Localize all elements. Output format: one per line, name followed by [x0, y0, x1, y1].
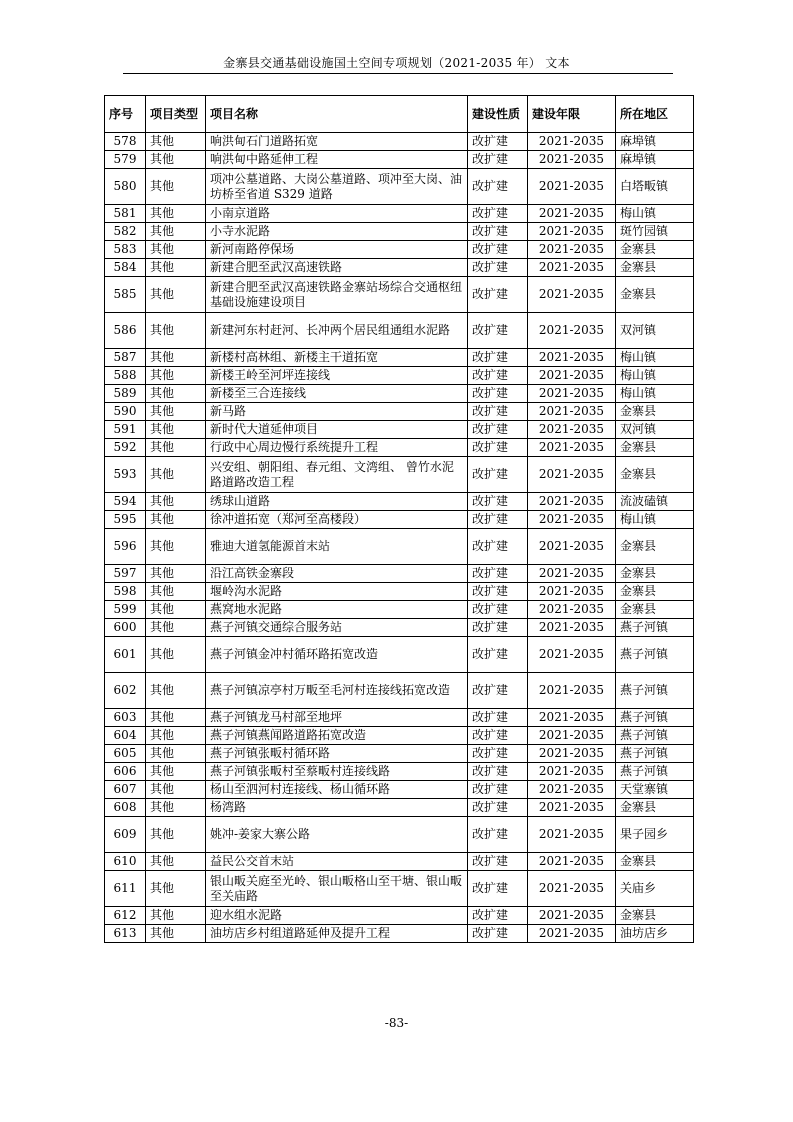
table-row: [105, 421, 694, 439]
table-row: [105, 637, 694, 673]
cell-location: 梅山镇: [616, 205, 694, 223]
column-header-name: 项目名称: [206, 96, 468, 133]
cell-location: 金寨县: [616, 259, 694, 277]
cell-name: 堰岭沟水泥路: [206, 583, 468, 601]
cell-location: 燕子河镇: [616, 763, 694, 781]
header-rule: [123, 73, 673, 74]
table-row: [105, 619, 694, 637]
cell-location: 燕子河镇: [616, 637, 694, 673]
cell-nature: 改扩建: [468, 601, 528, 619]
cell-no: 596: [105, 529, 146, 565]
cell-type: 其他: [146, 421, 206, 439]
cell-type: 其他: [146, 457, 206, 493]
cell-location: 金寨县: [616, 907, 694, 925]
cell-location: 金寨县: [616, 565, 694, 583]
cell-location: 金寨县: [616, 403, 694, 421]
cell-no: 583: [105, 241, 146, 259]
cell-nature: 改扩建: [468, 853, 528, 871]
cell-period: 2021-2035: [528, 493, 616, 511]
cell-period: 2021-2035: [528, 169, 616, 205]
cell-no: 599: [105, 601, 146, 619]
table-row: [105, 133, 694, 151]
cell-type: 其他: [146, 151, 206, 169]
table-row: [105, 457, 694, 493]
cell-name: 新马路: [206, 403, 468, 421]
table-row: [105, 601, 694, 619]
cell-period: 2021-2035: [528, 421, 616, 439]
table-row: [105, 241, 694, 259]
cell-type: 其他: [146, 259, 206, 277]
cell-nature: 改扩建: [468, 241, 528, 259]
cell-name: 新楼至三合连接线: [206, 385, 468, 403]
table-row: [105, 493, 694, 511]
cell-period: 2021-2035: [528, 529, 616, 565]
table-row: [105, 385, 694, 403]
cell-location: 梅山镇: [616, 349, 694, 367]
cell-no: 597: [105, 565, 146, 583]
cell-no: 598: [105, 583, 146, 601]
cell-location: 燕子河镇: [616, 673, 694, 709]
cell-location: 金寨县: [616, 529, 694, 565]
cell-name: 雅迪大道氢能源首末站: [206, 529, 468, 565]
cell-type: 其他: [146, 745, 206, 763]
cell-type: 其他: [146, 439, 206, 457]
cell-period: 2021-2035: [528, 133, 616, 151]
table-row: [105, 709, 694, 727]
cell-type: 其他: [146, 853, 206, 871]
cell-period: 2021-2035: [528, 583, 616, 601]
column-header-type: 项目类型: [146, 96, 206, 133]
table-row: [105, 817, 694, 853]
cell-nature: 改扩建: [468, 673, 528, 709]
cell-nature: 改扩建: [468, 205, 528, 223]
cell-period: 2021-2035: [528, 673, 616, 709]
cell-no: 604: [105, 727, 146, 745]
cell-name: 燕子河镇凉亭村万畈至毛河村连接线拓宽改造: [206, 673, 468, 709]
cell-nature: 改扩建: [468, 151, 528, 169]
cell-period: 2021-2035: [528, 907, 616, 925]
cell-no: 611: [105, 871, 146, 907]
cell-name: 新河南路停保场: [206, 241, 468, 259]
cell-nature: 改扩建: [468, 223, 528, 241]
column-header-period: 建设年限: [528, 96, 616, 133]
cell-name: 兴安组、朝阳组、春元组、文湾组、 曾竹水泥路道路改造工程: [206, 457, 468, 493]
cell-period: 2021-2035: [528, 727, 616, 745]
cell-location: 金寨县: [616, 583, 694, 601]
cell-no: 608: [105, 799, 146, 817]
table-row: [105, 781, 694, 799]
cell-no: 609: [105, 817, 146, 853]
cell-period: 2021-2035: [528, 781, 616, 799]
cell-type: 其他: [146, 601, 206, 619]
cell-location: 金寨县: [616, 277, 694, 313]
cell-type: 其他: [146, 763, 206, 781]
cell-no: 592: [105, 439, 146, 457]
cell-nature: 改扩建: [468, 925, 528, 943]
cell-period: 2021-2035: [528, 745, 616, 763]
cell-location: 梅山镇: [616, 385, 694, 403]
cell-name: 燕子河镇金冲村循环路拓宽改造: [206, 637, 468, 673]
cell-location: 金寨县: [616, 439, 694, 457]
cell-location: 梅山镇: [616, 367, 694, 385]
cell-nature: 改扩建: [468, 493, 528, 511]
cell-nature: 改扩建: [468, 637, 528, 673]
cell-type: 其他: [146, 277, 206, 313]
cell-location: 燕子河镇: [616, 745, 694, 763]
cell-name: 新楼王岭至河坪连接线: [206, 367, 468, 385]
cell-location: 麻埠镇: [616, 133, 694, 151]
cell-no: 610: [105, 853, 146, 871]
cell-no: 580: [105, 169, 146, 205]
cell-period: 2021-2035: [528, 763, 616, 781]
cell-period: 2021-2035: [528, 457, 616, 493]
cell-nature: 改扩建: [468, 259, 528, 277]
cell-no: 585: [105, 277, 146, 313]
cell-period: 2021-2035: [528, 637, 616, 673]
cell-type: 其他: [146, 529, 206, 565]
table-row: [105, 313, 694, 349]
table-row: [105, 277, 694, 313]
table-row: [105, 511, 694, 529]
cell-name: 油坊店乡村组道路延伸及提升工程: [206, 925, 468, 943]
cell-period: 2021-2035: [528, 799, 616, 817]
cell-nature: 改扩建: [468, 529, 528, 565]
cell-nature: 改扩建: [468, 349, 528, 367]
project-table: [104, 95, 694, 943]
cell-location: 梅山镇: [616, 511, 694, 529]
cell-name: 徐冲道拓宽（郑河至高楼段）: [206, 511, 468, 529]
cell-nature: 改扩建: [468, 583, 528, 601]
cell-nature: 改扩建: [468, 817, 528, 853]
cell-period: 2021-2035: [528, 439, 616, 457]
cell-period: 2021-2035: [528, 601, 616, 619]
cell-period: 2021-2035: [528, 565, 616, 583]
cell-name: 杨山至泗河村连接线、杨山循环路: [206, 781, 468, 799]
cell-name: 燕子河镇龙马村部至地坪: [206, 709, 468, 727]
cell-location: 金寨县: [616, 601, 694, 619]
cell-nature: 改扩建: [468, 565, 528, 583]
cell-name: 新建合肥至武汉高速铁路: [206, 259, 468, 277]
cell-location: 金寨县: [616, 853, 694, 871]
cell-location: 油坊店乡: [616, 925, 694, 943]
cell-period: 2021-2035: [528, 511, 616, 529]
cell-location: 白塔畈镇: [616, 169, 694, 205]
table-row: [105, 853, 694, 871]
cell-nature: 改扩建: [468, 277, 528, 313]
cell-period: 2021-2035: [528, 853, 616, 871]
cell-nature: 改扩建: [468, 133, 528, 151]
table-row: [105, 925, 694, 943]
cell-name: 新时代大道延伸项目: [206, 421, 468, 439]
table-row: [105, 205, 694, 223]
cell-nature: 改扩建: [468, 907, 528, 925]
table-row: [105, 871, 694, 907]
table-row: [105, 223, 694, 241]
cell-nature: 改扩建: [468, 619, 528, 637]
cell-period: 2021-2035: [528, 349, 616, 367]
cell-no: 595: [105, 511, 146, 529]
table-row: [105, 673, 694, 709]
cell-no: 607: [105, 781, 146, 799]
cell-type: 其他: [146, 673, 206, 709]
cell-type: 其他: [146, 709, 206, 727]
cell-period: 2021-2035: [528, 871, 616, 907]
cell-name: 行政中心周边慢行系统提升工程: [206, 439, 468, 457]
cell-period: 2021-2035: [528, 223, 616, 241]
cell-period: 2021-2035: [528, 277, 616, 313]
cell-no: 601: [105, 637, 146, 673]
column-header-location: 所在地区: [616, 96, 694, 133]
cell-location: 麻埠镇: [616, 151, 694, 169]
cell-name: 新建合肥至武汉高速铁路金寨站场综合交通枢纽基础设施建设项目: [206, 277, 468, 313]
cell-type: 其他: [146, 925, 206, 943]
table-row: [105, 727, 694, 745]
table-row: [105, 403, 694, 421]
cell-nature: 改扩建: [468, 763, 528, 781]
cell-period: 2021-2035: [528, 619, 616, 637]
cell-no: 603: [105, 709, 146, 727]
cell-no: 582: [105, 223, 146, 241]
cell-no: 600: [105, 619, 146, 637]
cell-name: 姚冲-姜家大寨公路: [206, 817, 468, 853]
cell-type: 其他: [146, 727, 206, 745]
cell-period: 2021-2035: [528, 241, 616, 259]
cell-name: 杨湾路: [206, 799, 468, 817]
cell-period: 2021-2035: [528, 367, 616, 385]
page-number: -83-: [384, 1016, 409, 1030]
cell-location: 流波磕镇: [616, 493, 694, 511]
cell-period: 2021-2035: [528, 817, 616, 853]
cell-nature: 改扩建: [468, 169, 528, 205]
table-row: [105, 799, 694, 817]
cell-location: 果子园乡: [616, 817, 694, 853]
column-header-nature: 建设性质: [468, 96, 528, 133]
table-row: [105, 583, 694, 601]
cell-location: 金寨县: [616, 241, 694, 259]
cell-nature: 改扩建: [468, 457, 528, 493]
cell-name: 响洪甸石门道路拓宽: [206, 133, 468, 151]
cell-location: 关庙乡: [616, 871, 694, 907]
cell-nature: 改扩建: [468, 727, 528, 745]
cell-nature: 改扩建: [468, 421, 528, 439]
cell-no: 587: [105, 349, 146, 367]
cell-type: 其他: [146, 367, 206, 385]
cell-type: 其他: [146, 493, 206, 511]
table-row: [105, 259, 694, 277]
table-row: [105, 439, 694, 457]
cell-type: 其他: [146, 223, 206, 241]
cell-name: 新建河东村赶河、长冲两个居民组通组水泥路: [206, 313, 468, 349]
cell-location: 燕子河镇: [616, 709, 694, 727]
cell-no: 578: [105, 133, 146, 151]
cell-location: 斑竹园镇: [616, 223, 694, 241]
cell-type: 其他: [146, 403, 206, 421]
cell-no: 612: [105, 907, 146, 925]
cell-no: 579: [105, 151, 146, 169]
cell-no: 606: [105, 763, 146, 781]
cell-nature: 改扩建: [468, 313, 528, 349]
table-row: [105, 151, 694, 169]
cell-no: 588: [105, 367, 146, 385]
cell-nature: 改扩建: [468, 385, 528, 403]
cell-type: 其他: [146, 817, 206, 853]
cell-no: 591: [105, 421, 146, 439]
cell-period: 2021-2035: [528, 385, 616, 403]
cell-type: 其他: [146, 169, 206, 205]
cell-name: 小南京道路: [206, 205, 468, 223]
cell-period: 2021-2035: [528, 151, 616, 169]
cell-nature: 改扩建: [468, 511, 528, 529]
cell-name: 银山畈关庭至光岭、银山畈格山至干塘、银山畈至关庙路: [206, 871, 468, 907]
cell-type: 其他: [146, 511, 206, 529]
table-row: [105, 763, 694, 781]
cell-location: 燕子河镇: [616, 619, 694, 637]
cell-nature: 改扩建: [468, 799, 528, 817]
cell-no: 605: [105, 745, 146, 763]
cell-no: 590: [105, 403, 146, 421]
cell-type: 其他: [146, 565, 206, 583]
cell-location: 金寨县: [616, 799, 694, 817]
cell-type: 其他: [146, 313, 206, 349]
cell-period: 2021-2035: [528, 925, 616, 943]
document-header: 金寨县交通基础设施国土空间专项规划（2021-2035 年） 文本: [223, 56, 570, 70]
cell-type: 其他: [146, 799, 206, 817]
cell-no: 589: [105, 385, 146, 403]
table-row: [105, 565, 694, 583]
cell-location: 燕子河镇: [616, 727, 694, 745]
table-row: [105, 349, 694, 367]
cell-no: 581: [105, 205, 146, 223]
cell-type: 其他: [146, 871, 206, 907]
cell-name: 沿江高铁金寨段: [206, 565, 468, 583]
cell-period: 2021-2035: [528, 403, 616, 421]
cell-nature: 改扩建: [468, 781, 528, 799]
cell-location: 双河镇: [616, 313, 694, 349]
cell-no: 586: [105, 313, 146, 349]
cell-name: 燕子河镇交通综合服务站: [206, 619, 468, 637]
cell-no: 593: [105, 457, 146, 493]
cell-no: 594: [105, 493, 146, 511]
cell-nature: 改扩建: [468, 367, 528, 385]
table-row: [105, 529, 694, 565]
cell-location: 金寨县: [616, 457, 694, 493]
cell-name: 新楼村高林组、新楼主干道拓宽: [206, 349, 468, 367]
cell-name: 燕窝地水泥路: [206, 601, 468, 619]
column-header-no: 序号: [105, 96, 146, 133]
cell-type: 其他: [146, 637, 206, 673]
cell-period: 2021-2035: [528, 709, 616, 727]
cell-no: 602: [105, 673, 146, 709]
table-row: [105, 745, 694, 763]
cell-no: 584: [105, 259, 146, 277]
table-body: [105, 133, 694, 943]
cell-type: 其他: [146, 205, 206, 223]
cell-location: 天堂寨镇: [616, 781, 694, 799]
cell-type: 其他: [146, 619, 206, 637]
table-row: [105, 367, 694, 385]
cell-type: 其他: [146, 385, 206, 403]
cell-period: 2021-2035: [528, 259, 616, 277]
cell-nature: 改扩建: [468, 403, 528, 421]
cell-name: 项冲公墓道路、大岗公墓道路、项冲至大岗、油坊桥至省道 S329 道路: [206, 169, 468, 205]
cell-type: 其他: [146, 349, 206, 367]
cell-nature: 改扩建: [468, 871, 528, 907]
table-row: [105, 169, 694, 205]
cell-name: 燕子河镇燕闻路道路拓宽改造: [206, 727, 468, 745]
cell-name: 燕子河镇张畈村循环路: [206, 745, 468, 763]
cell-name: 绣球山道路: [206, 493, 468, 511]
table-row: [105, 907, 694, 925]
cell-no: 613: [105, 925, 146, 943]
cell-type: 其他: [146, 133, 206, 151]
cell-type: 其他: [146, 583, 206, 601]
cell-period: 2021-2035: [528, 205, 616, 223]
cell-name: 燕子河镇张畈村至蔡畈村连接线路: [206, 763, 468, 781]
cell-name: 响洪甸中路延伸工程: [206, 151, 468, 169]
cell-period: 2021-2035: [528, 313, 616, 349]
cell-name: 益民公交首末站: [206, 853, 468, 871]
cell-type: 其他: [146, 781, 206, 799]
cell-name: 小寺水泥路: [206, 223, 468, 241]
cell-type: 其他: [146, 907, 206, 925]
cell-nature: 改扩建: [468, 745, 528, 763]
cell-location: 双河镇: [616, 421, 694, 439]
cell-nature: 改扩建: [468, 709, 528, 727]
table-header-row: [105, 96, 694, 133]
cell-nature: 改扩建: [468, 439, 528, 457]
cell-name: 迎水组水泥路: [206, 907, 468, 925]
cell-type: 其他: [146, 241, 206, 259]
